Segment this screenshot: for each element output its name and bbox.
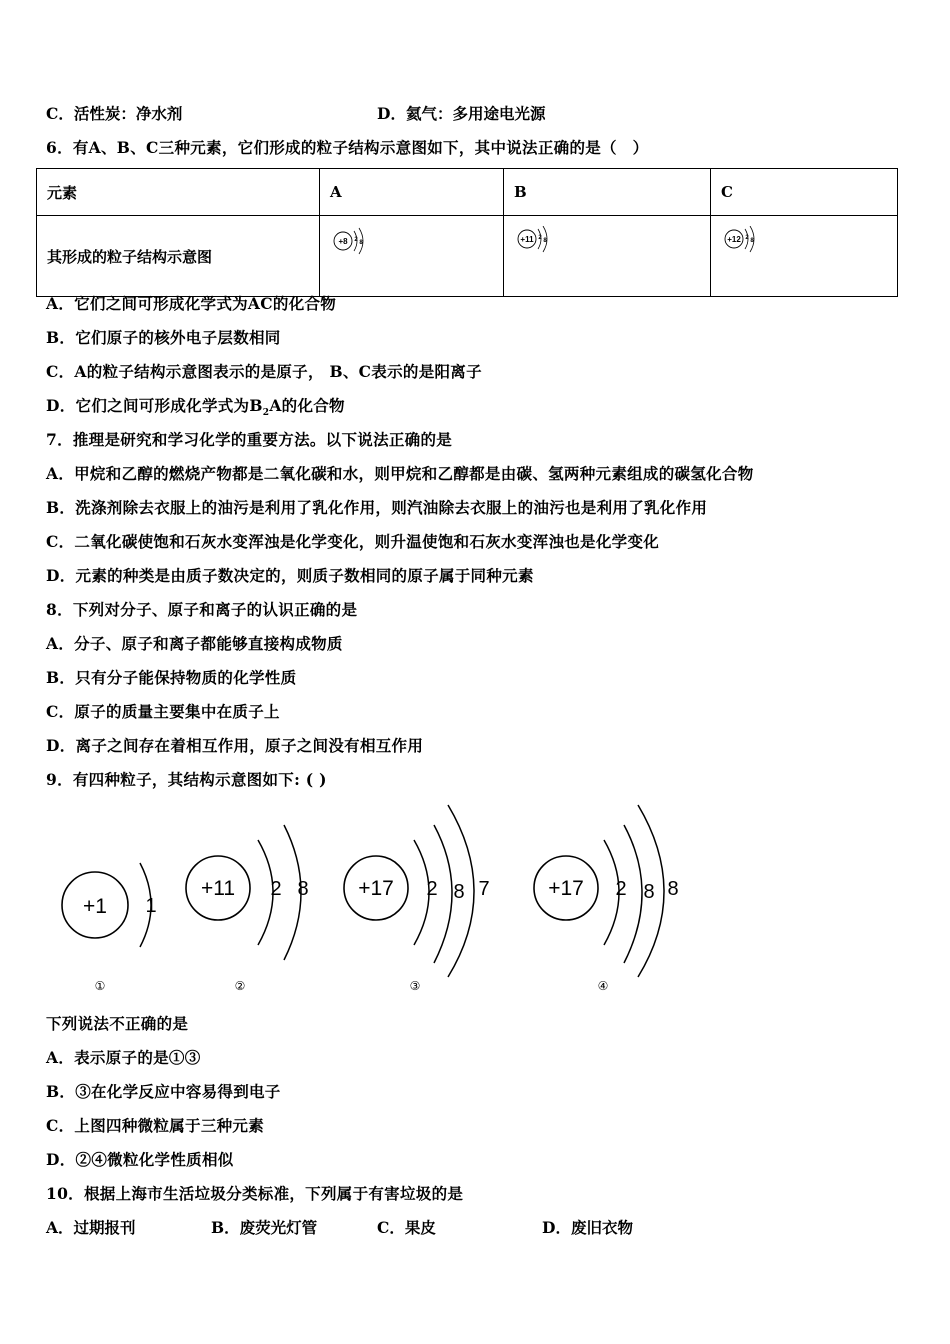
q6-diagram-a [330,226,390,260]
q6-b-shell-2: 8 [543,238,547,244]
q9-option-d: D．②④微粒化学性质相似 [46,1150,234,1169]
q6-a-shell-1: 2 [354,237,358,243]
q7-stem: 7．推理是研究和学习化学的重要方法。以下说法正确的是 [46,430,453,449]
q6-b-nucleus: +11 [520,235,534,244]
q6-option-d-suffix: A的化合物 [269,396,345,415]
q9-d3-shell-2: 8 [453,881,465,903]
q9-d4-nucleus: +17 [548,877,584,900]
q9-option-a: A．表示原子的是①③ [46,1048,201,1067]
q9-stem: 9．有四种粒子，其结构示意图如下: ( ) [46,770,327,789]
q6-a-shell-2: 8 [359,240,363,246]
q8-stem: 8．下列对分子、原子和离子的认识正确的是 [46,600,358,619]
q6-diagram-c [721,226,781,260]
q7-option-d: D．元素的种类是由质子数决定的，则质子数相同的原子属于同种元素 [46,566,534,585]
q6-c-shell-2: 8 [750,238,754,244]
q9-d3-shell-1: 2 [426,878,438,900]
q9-diagram-4 [534,805,679,993]
q10-option-d: D．废旧衣物 [542,1218,633,1237]
q6-diagram-cell-c [711,216,898,297]
q9-d4-shell-1: 2 [615,878,627,900]
q6-table-header-b: B [504,169,711,216]
q9-d2-shell-2: 8 [297,878,309,900]
q9-d2-shell-1: 2 [270,878,282,900]
q9-d1-shell-1: 1 [145,895,157,917]
q9-diagram-1 [62,863,157,993]
q9-sub-stem: 下列说法不正确的是 [46,1014,189,1033]
q7-option-c: C．二氧化碳使饱和石灰水变浑浊是化学变化，则升温使饱和石灰水变浑浊也是化学变化 [46,532,660,551]
q6-option-d-prefix: D．它们之间可形成化学式为B [46,396,263,415]
q8-option-c: C．原子的质量主要集中在质子上 [46,702,280,721]
q6-c-shell-1: 2 [745,235,749,241]
q6-option-d [46,394,345,418]
q6-table-row-label: 其形成的粒子结构示意图 [37,216,320,297]
q6-b-shell-1: 2 [538,235,542,241]
q9-d2-label: ② [234,979,246,993]
q6-diagram-cell-a [320,216,504,297]
q9-d3-shell-3: 7 [478,878,490,900]
q9-d4-label: ④ [597,979,609,993]
q6-a-nucleus: +8 [338,237,348,246]
q9-d3-label: ③ [409,979,421,993]
q7-option-a: A．甲烷和乙醇的燃烧产物都是二氧化碳和水，则甲烷和乙醇都是由碳、氢两种元素组成的碳氢化合物 [46,464,754,483]
q10-option-b: B．废荧光灯管 [211,1218,318,1237]
q9-diagram-3 [344,805,490,993]
q6-table-header-element: 元素 [37,169,320,216]
q6-table-header-c: C [711,169,898,216]
q9-d1-label: ① [94,979,106,993]
q9-d3-nucleus: +17 [358,877,394,900]
q9-d4-shell-2: 8 [643,881,655,903]
q9-d2-nucleus: +11 [200,877,236,900]
q6-option-c: C．A的粒子结构示意图表示的是原子， B、C表示的是阳离子 [46,362,482,381]
q10-option-c: C．果皮 [377,1218,436,1237]
q9-option-c: C．上图四种微粒属于三种元素 [46,1116,265,1135]
q9-d1-nucleus: +1 [83,895,107,918]
q9-d4-shell-3: 8 [667,878,679,900]
q6-c-nucleus: +12 [727,235,741,244]
q10-option-a: A．过期报刊 [46,1218,136,1237]
q6-option-a: A．它们之间可形成化学式为AC的化合物 [46,294,337,313]
prev-option-c: C．活性炭：净水剂 [46,104,183,123]
q9-diagrams [0,795,950,1005]
q7-option-b: B．洗涤剂除去衣服上的油污是利用了乳化作用，则汽油除去衣服上的油污也是利用了乳化作用 [46,498,708,517]
q6-table-header-a: A [320,169,504,216]
q6-diagram-cell-b [504,216,711,297]
q9-diagram-2 [186,825,309,993]
q8-option-a: A．分子、原子和离子都能够直接构成物质 [46,634,343,653]
q10-stem: 10．根据上海市生活垃圾分类标准，下列属于有害垃圾的是 [46,1184,464,1203]
q8-option-d: D．离子之间存在着相互作用，原子之间没有相互作用 [46,736,424,755]
prev-option-d: D．氦气：多用途电光源 [377,104,546,123]
q6-stem: 6．有A、B、C三种元素，它们形成的粒子结构示意图如下，其中说法正确的是（ ） [46,138,649,157]
q8-option-b: B．只有分子能保持物质的化学性质 [46,668,297,687]
q6-option-b: B．它们原子的核外电子层数相同 [46,328,281,347]
q6-option-d-subscript: 2 [262,408,270,419]
q6-diagram-b [514,226,574,260]
q6-table [36,168,898,297]
q9-option-b: B．③在化学反应中容易得到电子 [46,1082,281,1101]
